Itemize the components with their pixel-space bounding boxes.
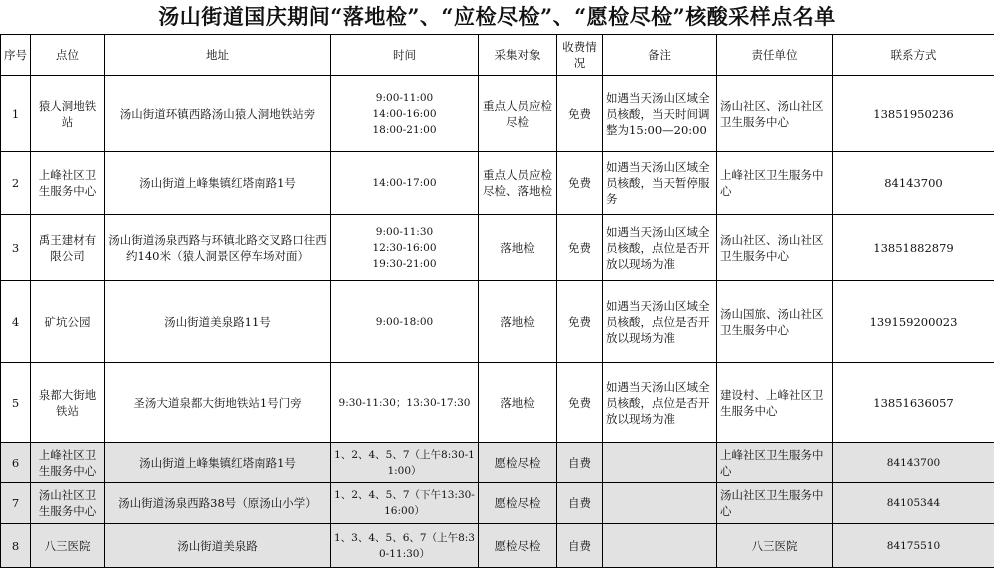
cell-note: 如遇当天汤山区域全员核酸，当天暂停服务 xyxy=(603,152,717,215)
cell-unit: 建设村、上峰社区卫生服务中心 xyxy=(717,363,833,443)
cell-time xyxy=(331,215,479,281)
cell-note xyxy=(603,443,717,483)
cell-note xyxy=(603,483,717,524)
cell-time xyxy=(331,483,479,524)
time-slot: 14:00-17:00 xyxy=(334,175,475,191)
time-slot: 9:30-11:30；13:30-17:30 xyxy=(334,395,475,411)
cell-site: 汤山社区卫生服务中心 xyxy=(31,483,105,524)
table-row xyxy=(1,76,994,152)
table-row xyxy=(1,281,994,363)
cell-note: 如遇当天汤山区域全员核酸，点位是否开放以现场为准 xyxy=(603,363,717,443)
time-slot: 1、2、4、5、7（下午13:30-16:00） xyxy=(334,487,475,519)
cell-no: 6 xyxy=(1,443,31,483)
cell-contact: 84143700 xyxy=(833,152,994,215)
cell-address: 圣汤大道泉都大街地铁站1号门旁 xyxy=(105,363,331,443)
cell-fee: 自费 xyxy=(557,483,603,524)
time-slot: 14:00-16:00 xyxy=(334,106,475,122)
cell-time xyxy=(331,281,479,363)
cell-note: 如遇当天汤山区域全员核酸，当天时间调整为15:00—20:00 xyxy=(603,76,717,152)
cell-unit: 汤山社区、汤山社区卫生服务中心 xyxy=(717,215,833,281)
cell-site: 八三医院 xyxy=(31,524,105,568)
cell-fee: 免费 xyxy=(557,152,603,215)
table-row xyxy=(1,524,994,568)
cell-unit: 上峰社区卫生服务中心 xyxy=(717,152,833,215)
page-title: 汤山街道国庆期间“落地检”、“应检尽检”、“愿检尽检”核酸采样点名单 xyxy=(0,0,994,34)
cell-address: 汤山街道美泉路 xyxy=(105,524,331,568)
cell-address: 汤山街道上峰集镇红塔南路1号 xyxy=(105,443,331,483)
cell-note xyxy=(603,524,717,568)
header-fee: 收费情况 xyxy=(557,35,603,76)
header-note: 备注 xyxy=(603,35,717,76)
cell-target: 重点人员应检尽检、落地检 xyxy=(479,152,557,215)
cell-target: 落地检 xyxy=(479,281,557,363)
cell-no: 7 xyxy=(1,483,31,524)
header-no: 序号 xyxy=(1,35,31,76)
cell-fee: 免费 xyxy=(557,215,603,281)
cell-time xyxy=(331,152,479,215)
cell-target: 愿检尽检 xyxy=(479,483,557,524)
cell-contact: 13851950236 xyxy=(833,76,994,152)
cell-contact: 139159200023 xyxy=(833,281,994,363)
cell-contact: 84175510 xyxy=(833,524,994,568)
header-contact: 联系方式 xyxy=(833,35,994,76)
time-slot: 18:00-21:00 xyxy=(334,122,475,138)
cell-site: 泉都大街地铁站 xyxy=(31,363,105,443)
cell-address: 汤山街道美泉路11号 xyxy=(105,281,331,363)
header-address: 地址 xyxy=(105,35,331,76)
header-unit: 责任单位 xyxy=(717,35,833,76)
cell-site: 上峰社区卫生服务中心 xyxy=(31,152,105,215)
cell-address: 汤山街道上峰集镇红塔南路1号 xyxy=(105,152,331,215)
time-slot: 9:00-18:00 xyxy=(334,314,475,330)
header-time: 时间 xyxy=(331,35,479,76)
cell-no: 2 xyxy=(1,152,31,215)
cell-no: 1 xyxy=(1,76,31,152)
cell-time xyxy=(331,76,479,152)
cell-contact: 84143700 xyxy=(833,443,994,483)
cell-site: 猿人洞地铁站 xyxy=(31,76,105,152)
cell-time xyxy=(331,443,479,483)
cell-no: 3 xyxy=(1,215,31,281)
cell-site: 禹王建材有限公司 xyxy=(31,215,105,281)
cell-site: 矿坑公园 xyxy=(31,281,105,363)
cell-fee: 免费 xyxy=(557,281,603,363)
table-header-row xyxy=(1,35,994,76)
cell-unit: 上峰社区卫生服务中心 xyxy=(717,443,833,483)
header-target: 采集对象 xyxy=(479,35,557,76)
cell-note: 如遇当天汤山区域全员核酸，点位是否开放以现场为准 xyxy=(603,215,717,281)
cell-target: 愿检尽检 xyxy=(479,443,557,483)
sampling-sites-table xyxy=(0,34,994,568)
cell-fee: 自费 xyxy=(557,524,603,568)
cell-target: 落地检 xyxy=(479,215,557,281)
cell-no: 4 xyxy=(1,281,31,363)
table-row xyxy=(1,443,994,483)
table-row xyxy=(1,152,994,215)
cell-target: 重点人员应检尽检 xyxy=(479,76,557,152)
cell-contact: 84105344 xyxy=(833,483,994,524)
cell-unit: 八三医院 xyxy=(717,524,833,568)
time-slot: 12:30-16:00 xyxy=(334,240,475,256)
cell-address: 汤山街道汤泉西路与环镇北路交叉路口往西约140米（猿人洞景区停车场对面） xyxy=(105,215,331,281)
cell-fee: 自费 xyxy=(557,443,603,483)
cell-no: 5 xyxy=(1,363,31,443)
cell-fee: 免费 xyxy=(557,76,603,152)
cell-no: 8 xyxy=(1,524,31,568)
cell-time xyxy=(331,363,479,443)
table-row xyxy=(1,215,994,281)
cell-target: 愿检尽检 xyxy=(479,524,557,568)
time-slot: 9:00-11:00 xyxy=(334,90,475,106)
cell-address: 汤山街道环镇西路汤山猿人洞地铁站旁 xyxy=(105,76,331,152)
cell-unit: 汤山国旅、汤山社区卫生服务中心 xyxy=(717,281,833,363)
cell-note: 如遇当天汤山区域全员核酸，点位是否开放以现场为准 xyxy=(603,281,717,363)
cell-unit: 汤山社区卫生服务中心 xyxy=(717,483,833,524)
time-slot: 1、2、4、5、7（上午8:30-11:00） xyxy=(334,447,475,479)
cell-unit: 汤山社区、汤山社区卫生服务中心 xyxy=(717,76,833,152)
cell-contact: 13851882879 xyxy=(833,215,994,281)
table-row xyxy=(1,483,994,524)
cell-target: 落地检 xyxy=(479,363,557,443)
cell-site: 上峰社区卫生服务中心 xyxy=(31,443,105,483)
table-row xyxy=(1,363,994,443)
cell-fee: 免费 xyxy=(557,363,603,443)
time-slot: 1、3、4、5、6、7（上午8:30-11:30） xyxy=(334,530,475,562)
header-site: 点位 xyxy=(31,35,105,76)
cell-time xyxy=(331,524,479,568)
cell-address: 汤山街道汤泉西路38号（原汤山小学） xyxy=(105,483,331,524)
time-slot: 9:00-11:30 xyxy=(334,224,475,240)
cell-contact: 13851636057 xyxy=(833,363,994,443)
time-slot: 19:30-21:00 xyxy=(334,256,475,272)
